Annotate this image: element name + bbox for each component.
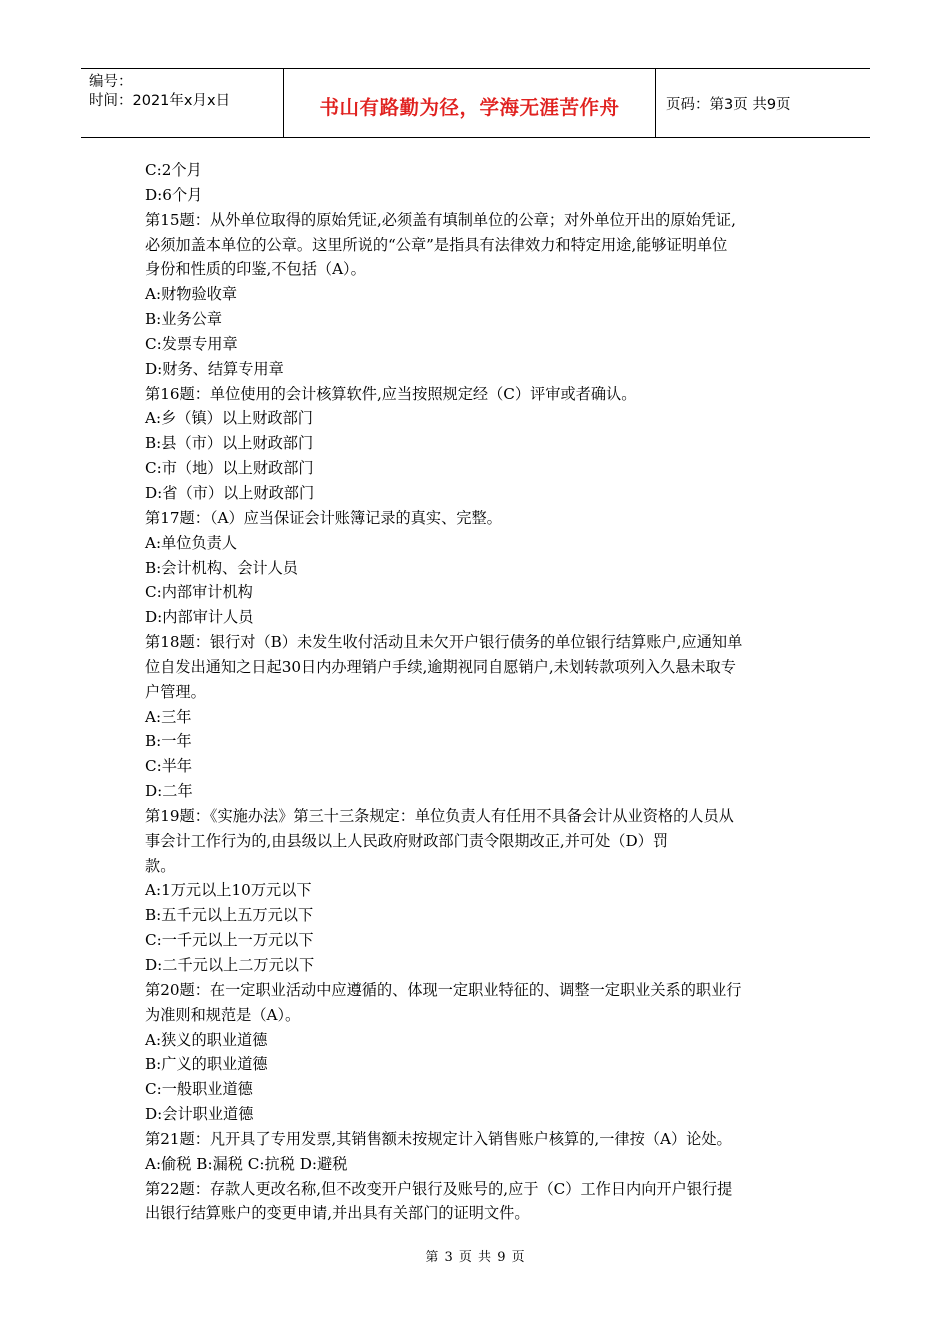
- text-line: A:乡（镇）以上财政部门: [145, 409, 313, 428]
- text-line: C:市（地）以上财政部门: [145, 459, 314, 478]
- text-line: 位自发出通知之日起30日内办理销户手续,逾期视同自愿销户,未划转款项列入久悬未取专: [145, 657, 736, 676]
- text-line: 第18题：银行对（B）未发生收付活动且未欠开户银行债务的单位银行结算账户,应通知单: [145, 633, 743, 652]
- serial-label: 编号：: [89, 74, 133, 90]
- text-line: C:一千元以上一万元以下: [145, 931, 314, 950]
- page-header: [81, 68, 870, 138]
- text-line: 事会计工作行为的,由县级以上人民政府财政部门责令限期改正,并可处（D）罚: [145, 831, 669, 850]
- text-line: 为准则和规范是（A）。: [145, 1005, 301, 1024]
- text-line: C:一般职业道德: [145, 1080, 253, 1099]
- text-line: A:狭义的职业道德: [145, 1030, 268, 1049]
- motto: 书山有路勤为径，学海无涯苦作舟: [319, 96, 620, 119]
- text-line: C:内部审计机构: [145, 583, 253, 602]
- text-line: 第17题：（A）应当保证会计账簿记录的真实、完整。: [145, 508, 502, 527]
- header-info-cell: [81, 69, 284, 137]
- text-line: D:内部审计人员: [145, 608, 254, 627]
- text-line: C:2个月: [145, 161, 202, 179]
- text-line: D:二年: [145, 782, 193, 801]
- text-line: B:五千元以上五万元以下: [145, 906, 314, 925]
- text-line: D:会计职业道德: [145, 1105, 254, 1124]
- text-line: D:二千元以上二万元以下: [145, 956, 315, 974]
- date-label: 时间：2021年x月x日: [89, 93, 231, 109]
- text-line: 第16题：单位使用的会计核算软件,应当按照规定经（C）评审或者确认。: [145, 384, 637, 403]
- text-line: C:发票专用章: [145, 334, 238, 353]
- text-line: A:偷税 B:漏税 C:抗税 D:避税: [145, 1154, 348, 1173]
- text-line: B:广义的职业道德: [145, 1055, 268, 1074]
- header-page-cell: [656, 69, 870, 137]
- text-line: A:单位负责人: [145, 533, 238, 552]
- text-line: 第20题：在一定职业活动中应遵循的、体现一定职业特征的、调整一定职业关系的职业行: [145, 980, 742, 999]
- text-line: D:省（市）以上财政部门: [145, 483, 315, 502]
- page-footer: 第 3 页 共 9 页: [425, 1250, 525, 1265]
- text-line: B:业务公章: [145, 310, 223, 329]
- text-line: 第21题：凡开具了专用发票,其销售额未按规定计入销售账户核算的,一律按（A）论处。: [145, 1129, 732, 1148]
- text-line: A:财物验收章: [145, 285, 238, 304]
- text-line: A:1万元以上10万元以下: [145, 881, 312, 900]
- document-body: [145, 158, 810, 1226]
- text-line: D:6个月: [145, 185, 203, 204]
- text-line: A:三年: [145, 707, 192, 726]
- text-line: 款。: [145, 856, 176, 875]
- text-line: B:会计机构、会计人员: [145, 558, 298, 577]
- header-motto-cell: [284, 69, 656, 137]
- text-line: 第22题：存款人更改名称,但不改变开户银行及账号的,应于（C）工作日内向开户银行提: [145, 1179, 733, 1198]
- text-line: B:一年: [145, 732, 192, 751]
- page-code: 页码：第3页 共9页: [666, 97, 791, 113]
- text-line: 必须加盖本单位的公章。这里所说的“公章”是指具有法律效力和特定用途,能够证明单位: [145, 235, 728, 254]
- text-line: 出银行结算账户的变更申请,并出具有关部门的证明文件。: [145, 1204, 530, 1223]
- text-line: 第19题：《实施办法》第三十三条规定：单位负责人有任用不具备会计从业资格的人员从: [145, 806, 734, 825]
- text-line: B:县（市）以上财政部门: [145, 434, 314, 453]
- text-line: D:财务、结算专用章: [145, 359, 284, 378]
- text-line: 身份和性质的印鉴,不包括（A）。: [145, 260, 366, 279]
- text-line: 第15题：从外单位取得的原始凭证,必须盖有填制单位的公章；对外单位开出的原始凭证,: [145, 210, 736, 229]
- text-line: C:半年: [145, 757, 193, 776]
- text-line: 户管理。: [145, 682, 206, 701]
